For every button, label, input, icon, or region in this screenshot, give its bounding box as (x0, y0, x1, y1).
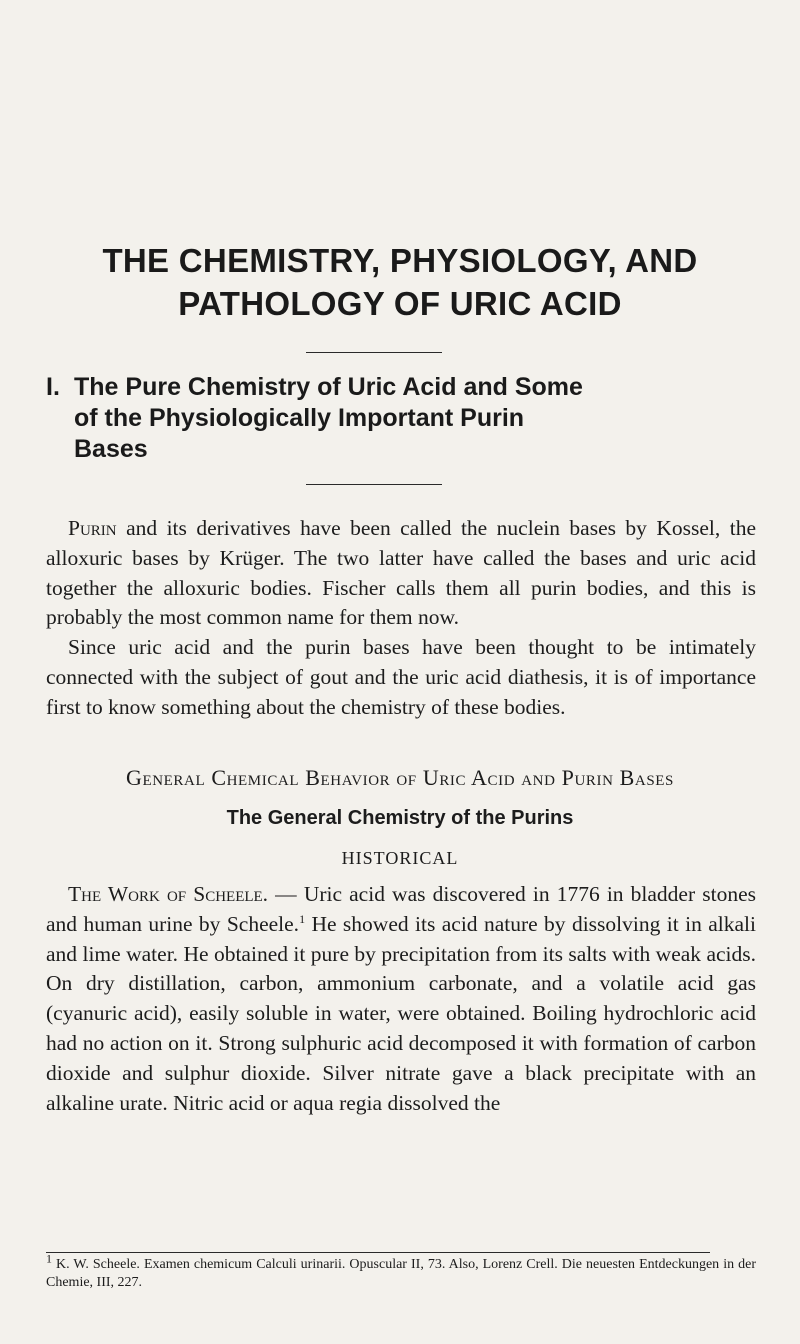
scheele-text-part-2: He showed its acid nature by dissolving it in alkali and lime water. He obtained it pure by precipitation from its salts with weak acids. On dry distillation, carbon, ammonium carbonate, and a volatile acid gas (cyanuric acid), easily soluble in water, were obtained. Boiling hydrochloric acid had no action on it. Strong sulphuric acid decomposed it with formation of carbon dioxide and sulphur dioxide. Silver nitrate gave a black precipitate with an alkaline urate. Nitric acid or aqua regia dissolved the (46, 911, 756, 1115)
chapter-divider (306, 484, 442, 485)
footnote-reference: 1 (299, 911, 306, 926)
book-title-line-1: THE CHEMISTRY, PHYSIOLOGY, AND (102, 242, 698, 279)
scheele-dash: — (268, 882, 304, 906)
book-title-line-2: PATHOLOGY OF URIC ACID (178, 285, 622, 322)
intro-lead-word: Purin (68, 516, 117, 540)
section-subheading: The General Chemistry of the Purins (226, 807, 574, 829)
footnote-marker: 1 (46, 1251, 52, 1266)
chapter-heading-line-2: of the Physiologically Important Purin (74, 404, 525, 432)
intro-paragraph-2: Since uric acid and the purin bases have been thought to be intimately connected with the subject of gout and the uric acid diathesis, it is of importance first to know something about the chemistry of these bodies. (46, 635, 756, 719)
historical-heading: HISTORICAL (341, 848, 459, 868)
chapter-heading-line-3: Bases (74, 435, 148, 463)
section-heading: General Chemical Behavior of Uric Acid and Purin Bases (125, 765, 674, 790)
scheele-text-part-1: Uric acid was discovered in 1776 in bladder stones and human urine by Scheele. (46, 882, 757, 936)
footnote-text: K. W. Scheele. Examen chemicum Calculi urinarii. Opuscular II, 73. Also, Lorenz Crell. Die neuesten Entdeckungen in der Chemie, III, 227. (46, 1257, 756, 1290)
intro-paragraph-1 (46, 514, 756, 633)
scheele-text (46, 880, 756, 1118)
intro-paragraph-1-text: and its derivatives have been called the nuclein bases by Kossel, the alloxuric bases by Krüger. The two latter have called the bases and uric acid together the alloxuric bodies. Fischer calls them all purin bodies, and this is probably the most common name for them now. (46, 516, 756, 630)
chapter-heading (46, 372, 756, 465)
chapter-heading-line-1: The Pure Chemistry of Uric Acid and Some (74, 373, 583, 401)
footnote (46, 1251, 756, 1292)
title-divider (306, 352, 442, 353)
scheele-lead: The Work of Scheele. (68, 882, 269, 906)
intro-text (46, 514, 756, 723)
footnote-divider (46, 1252, 710, 1253)
scheele-paragraph (46, 880, 756, 1118)
chapter-number: I. (46, 373, 60, 401)
